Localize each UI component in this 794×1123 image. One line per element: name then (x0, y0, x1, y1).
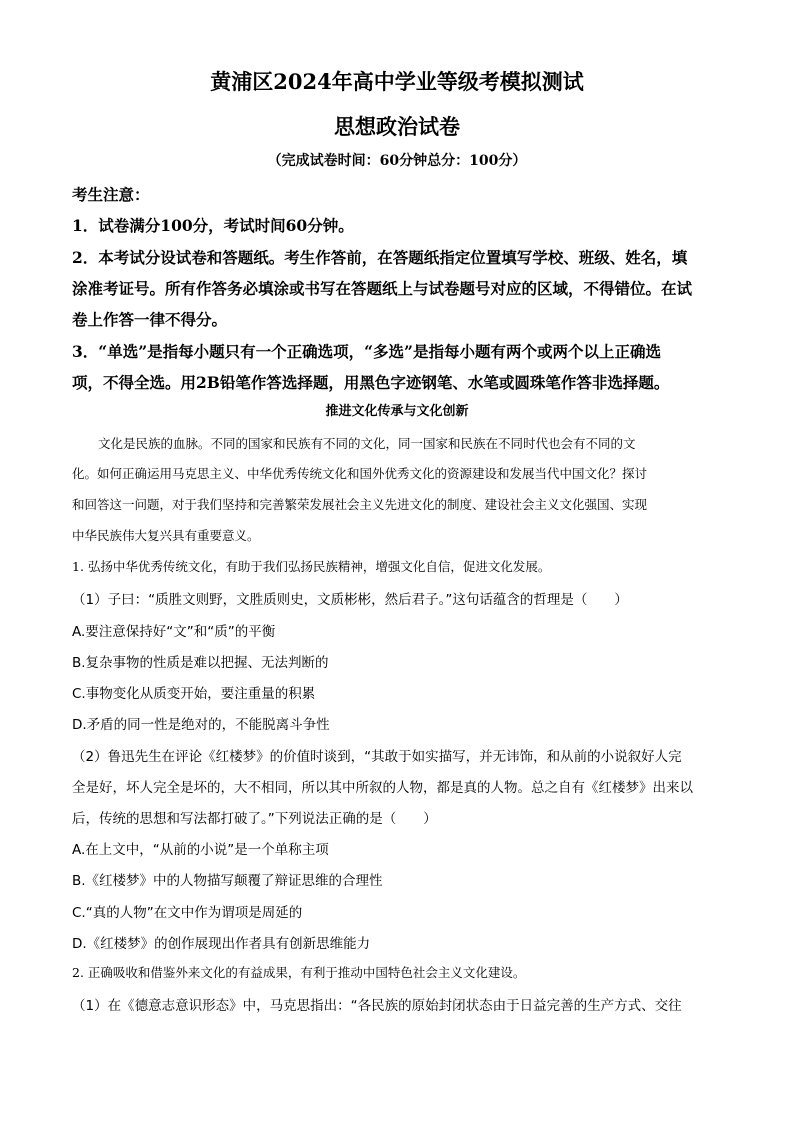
notes-line: 2．本考试分设试卷和答题纸。考生作答前，在答题纸指定位置填写学校、班级、姓名，填 (72, 248, 688, 267)
notes-line: 1．试卷满分100分，考试时间60分钟。 (72, 216, 354, 235)
sub-question: （1）在《德意志意识形态》中，马克思指出：“各民族的原始封闭状态由于日益完善的生产方式、交往 (72, 998, 682, 1014)
question-stem: 2. 正确吸收和借鉴外来文化的有益成果，有利于推动中国特色社会主义文化建设。 (72, 965, 526, 980)
notes-line: 涂准考证号。所有作答务必填涂或书写在答题纸上与试卷题号对应的区域，不得错位。在试 (72, 279, 693, 298)
option: B.《红楼梦》中的人物描写颠覆了辩证思维的合理性 (72, 873, 383, 889)
option: C.事物变化从质变开始，要注重量的积累 (72, 686, 316, 702)
question-stem: 1. 弘扬中华优秀传统文化，有助于我们弘扬民族精神，增强文化自信，促进文化发展。 (72, 559, 551, 574)
intro-line: 文化是民族的血脉。不同的国家和民族有不同的文化，同一国家和民族在不同时代也会有不同的文 (98, 436, 636, 451)
sub-question-line: 全是好，坏人完全是坏的，大不相同，所以其中所叙的人物，都是真的人物。总之自有《红楼梦》出来以 (72, 780, 693, 796)
sub-question-line: 后，传统的思想和写法都打破了。”下列说法正确的是（ ） (72, 811, 437, 827)
option: B.复杂事物的性质是难以把握、无法判断的 (72, 655, 329, 671)
sub-question-line: （2）鲁迅先生在评论《红楼梦》的价值时谈到，“其敢于如实描写，并无讳饰，和从前的小说叙好人完 (72, 749, 682, 765)
exam-subject: 思想政治试卷 (334, 114, 460, 139)
option: D.矛盾的同一性是绝对的，不能脱离斗争性 (72, 717, 330, 733)
notes-heading: 考生注意： (72, 185, 150, 204)
notes-line: 卷上作答一律不得分。 (72, 310, 228, 329)
option: A.要注意保持好“文”和“质”的平衡 (72, 624, 276, 640)
intro-line: 和回答这一问题，对于我们坚持和完善繁荣发展社会主义先进文化的制度、建设社会主义文化强国、实现 (72, 497, 648, 512)
notes-line: 项，不得全选。用2B铅笔作答选择题，用黑色字迹钢笔、水笔或圆珠笔作答非选择题。 (72, 373, 670, 392)
option: C.“真的人物”在文中作为谓项是周延的 (72, 905, 303, 921)
option: D.《红楼梦》的创作展现出作者具有创新思维能力 (72, 936, 371, 952)
option: A.在上文中，“从前的小说”是一个单称主项 (72, 842, 329, 858)
notes-line: 3．“单选”是指每小题只有一个正确选项，“多选”是指每小题有两个或两个以上正确选 (72, 342, 661, 361)
intro-line: 中华民族伟大复兴具有重要意义。 (72, 528, 260, 543)
intro-line: 化。如何正确运用马克思主义、中华优秀传统文化和国外优秀文化的资源建设和发展当代中国文化？探讨 (72, 466, 648, 481)
exam-meta: （完成试卷时间：60分钟总分：100分） (267, 153, 527, 169)
exam-title: 黄浦区2024年高中学业等级考模拟测试 (210, 69, 584, 94)
sub-question: （1）子曰：“质胜文则野，文胜质则史，文质彬彬，然后君子。”这句话蕴含的哲理是（ ） (72, 592, 628, 608)
section-title: 推进文化传承与文化创新 (325, 404, 469, 419)
